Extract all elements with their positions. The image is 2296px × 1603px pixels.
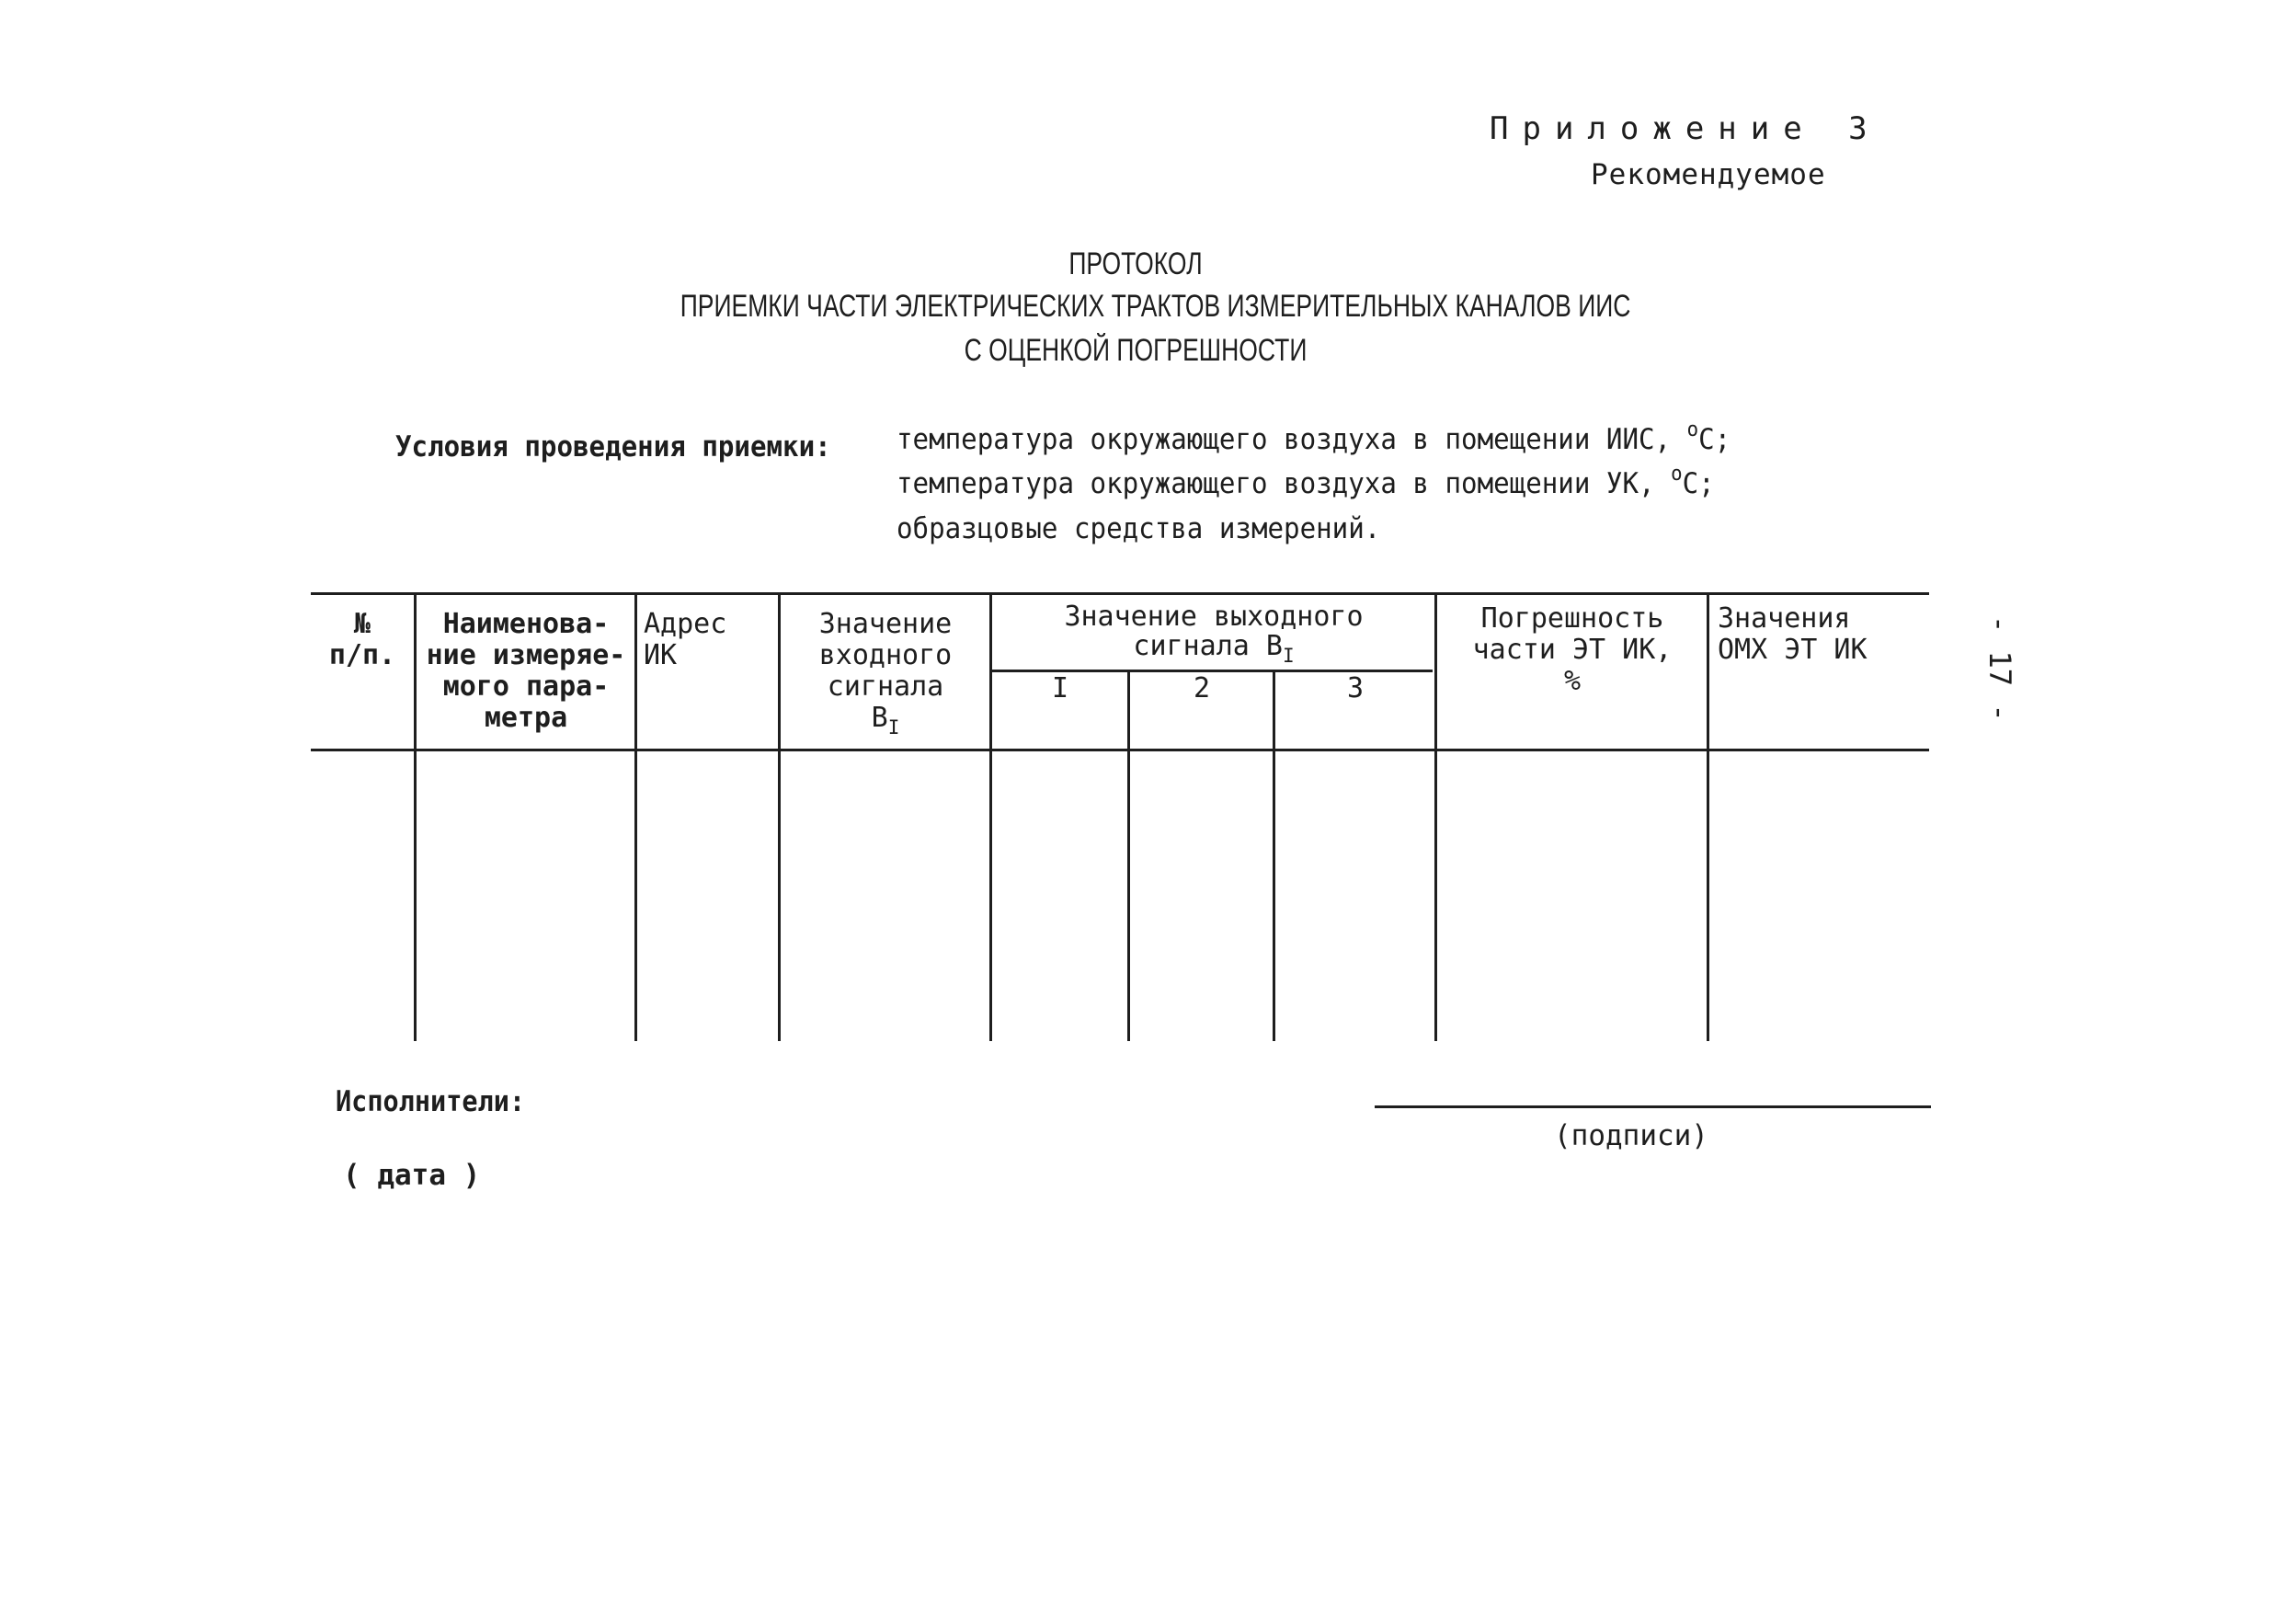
signatures-label: (подписи) — [1554, 1119, 1708, 1152]
conditions-label: Условия проведения приемки: — [395, 430, 831, 464]
table-top-border — [311, 592, 1929, 595]
degree-mark-1: o — [1686, 418, 1699, 441]
header-output-signal: сигнала В — [1133, 630, 1283, 662]
condition-line-3: образцовые средства измерений. — [897, 512, 1381, 545]
signature-line — [1375, 1105, 1931, 1108]
condition-line-2 — [897, 463, 1715, 500]
col-divider-8 — [1707, 592, 1709, 1041]
condition-line-1 — [897, 418, 1731, 456]
header-output-1: I — [1051, 672, 1069, 704]
header-name: Наименова- ние измеряе- мого пара- метра — [426, 608, 626, 734]
header-output-2 — [993, 631, 1434, 671]
appendix-label: Приложение 3 — [1490, 110, 1881, 147]
page-number: - 17 - — [1982, 615, 2017, 722]
col-divider-5 — [1127, 670, 1130, 1041]
header-num: № п/п. — [328, 608, 396, 671]
header-input-text: Значение входного сигнала — [818, 608, 953, 703]
protocol-title: ПРОТОКОЛ — [1068, 246, 1203, 281]
unit-2: C; — [1682, 467, 1715, 500]
executors-label: Исполнители: — [336, 1085, 526, 1118]
header-output-signal-sub: I — [1282, 645, 1295, 667]
header-input — [782, 609, 989, 743]
header-output: Значение выходного — [1064, 601, 1364, 633]
col-divider-1 — [414, 592, 417, 1041]
date-label: ( дата ) — [343, 1159, 481, 1192]
header-input-symbol: В — [871, 702, 888, 734]
condition-text-2: температура окружающего воздуха в помещении УК, — [897, 467, 1655, 500]
col-divider-7 — [1434, 592, 1437, 1041]
header-output-3-col: 3 — [1346, 672, 1365, 704]
unit-1: C; — [1698, 423, 1731, 456]
protocol-subtitle: ПРИЕМКИ ЧАСТИ ЭЛЕКТРИЧЕСКИХ ТРАКТОВ ИЗМЕРИТЕЛЬНЫХ КАНАЛОВ ИИС — [680, 289, 1631, 324]
header-output-2-col: 2 — [1193, 672, 1211, 704]
protocol-subtitle-2: С ОЦЕНКОЙ ПОГРЕШНОСТИ — [964, 333, 1308, 368]
protocol-table — [311, 581, 1929, 1041]
header-address: Адрес ИК — [644, 608, 727, 671]
recommended-label: Рекомендуемое — [1591, 158, 1826, 191]
table-header-bottom — [311, 749, 1929, 751]
degree-mark-2: o — [1671, 463, 1683, 486]
col-divider-2 — [634, 592, 637, 1041]
col-divider-6 — [1273, 670, 1275, 1041]
header-error: Погрешность части ЭТ ИК, % — [1472, 602, 1673, 697]
header-input-sub: I — [887, 716, 900, 739]
condition-text-1: температура окружающего воздуха в помещении ИИС, — [897, 423, 1672, 456]
header-omx: Значения ОМХ ЭТ ИК — [1718, 602, 1868, 666]
col-divider-4 — [989, 592, 992, 1041]
